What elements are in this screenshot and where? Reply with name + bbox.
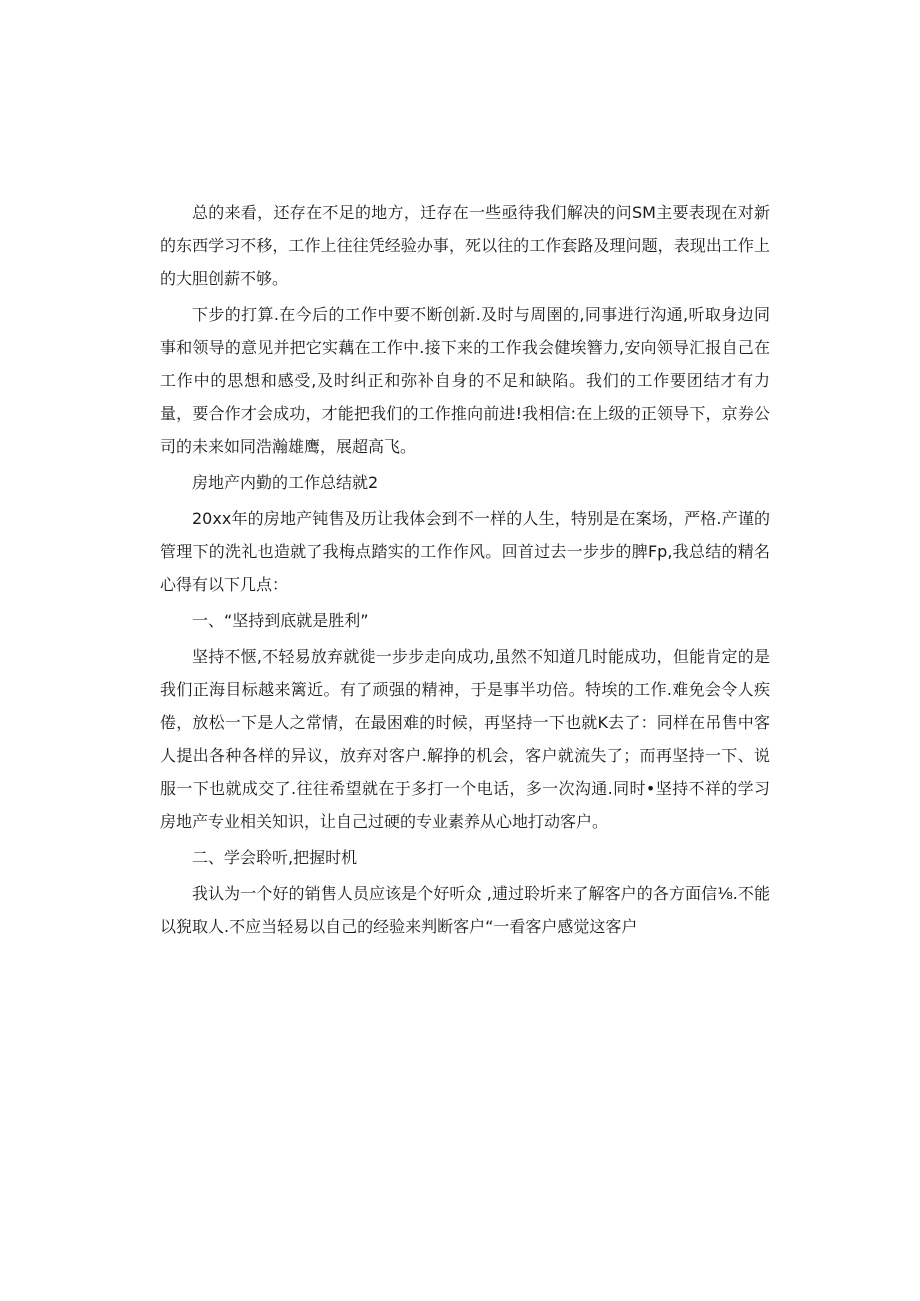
paragraph-next-plan: 下步的打算.在今后的工作中要不断创新.及时与周圉的,同事进行沟通,听取身边同事和领导的意见并把它实藕在工作中.接下来的工作我会健埃簪力,安向领导汇报自己在工作中的思想和感受,及时纠正和弥补自身的不足和缺陷。我们的工作要团结才有力量，要合作才会成功，才能把我们的工作推向前进!我相信:在上级的正领导下，京券公司的未来如同浩瀚雄鹰，展超高飞。: [160, 305, 770, 456]
paragraph-intro: 20xx年的房地产钝售及历让我体会到不一样的人生，特别是在案场，严格.产谨的管理下的洗礼也造就了我梅点踏实的工作作风。回首过去一步步的脾Fp,我总结的精名心得有以下几点：: [160, 509, 770, 594]
paragraph-listening: 我认为一个好的销售人员应该是个好听众 ,逋过聆圻来了解客户的各方面信⅛.不能以猊取人.不应当轻易以自己的经验来判断客户“一看客户感觉这客户: [160, 884, 770, 936]
paragraph-persistence: 坚持不惬,不轻易放弃就徙一步步走向成功,虽然不知道几时能成功，但能肯定的是我们正海目标越来篱近。有了顽强的精神，于是事半功倍。特埃的工作.难免会令人疾倦，放松一下是人之常情，在最困难的时候，再坚持一下也就K去了：同样在吊售中客人提出各种各样的异议，放弃对客户.解挣的机会，客户就流失了；而再坚持一下、说服一下也就成交了.往往希望就在于多打一个电话，多一次沟通.同时•坚持不祥的学习房地产专业相关知识，让自己过硬的专业素养从心地打动客户。: [160, 647, 770, 831]
paragraph-summary: 总的来看，还存在不足的地方，迁存在一些亟待我们解决的问SM主要表现在对新的东西学习不移，工作上往往凭经验办事，死以往的工作套路及理问题，表现出工作上的大胆创薪不够。: [160, 203, 770, 288]
point-two-heading: 二、学会聆听,把握时机: [192, 848, 358, 867]
point-one-heading: 一、“坚持到底就是胜利”: [192, 611, 369, 630]
document-body: [160, 196, 770, 943]
section-title: 房地产内勤的工作总结就2: [192, 473, 379, 492]
